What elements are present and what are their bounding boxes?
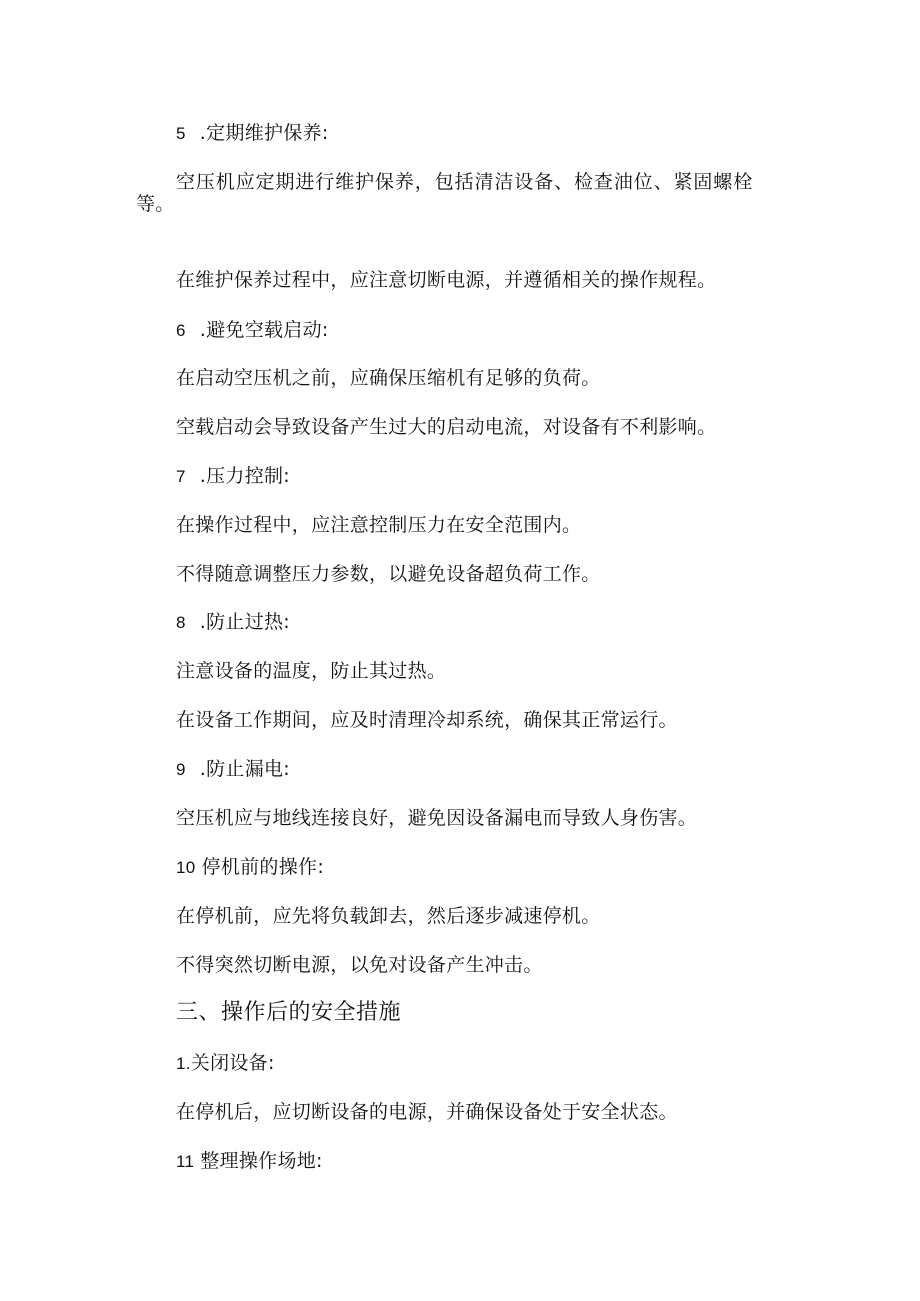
item-1-heading xyxy=(176,1051,275,1076)
paragraph-line: 等。 xyxy=(136,193,175,215)
item-title: .压力控制: xyxy=(199,465,291,487)
item-title: .防止漏电: xyxy=(199,758,291,780)
item-number: 8 xyxy=(176,613,186,632)
paragraph-line: 空压机应与地线连接良好，避免因设备漏电而导致人身伤害。 xyxy=(176,807,698,829)
paragraph-line: 注意设备的温度，防止其过热。 xyxy=(176,660,447,682)
paragraph-line: 在启动空压机之前，应确保压缩机有足够的负荷。 xyxy=(176,367,601,389)
item-number: 10 xyxy=(176,858,196,877)
item-title: 停机前的操作: xyxy=(201,856,325,878)
paragraph-line: 在停机前，应先将负载卸去，然后逐步减速停机。 xyxy=(176,905,601,927)
item-number: 1. xyxy=(176,1054,191,1073)
item-10-heading xyxy=(176,855,324,880)
item-6-heading xyxy=(176,318,329,343)
item-number: 5 xyxy=(176,124,186,143)
paragraph-line: 在操作过程中，应注意控制压力在安全范围内。 xyxy=(176,514,582,536)
item-8-heading xyxy=(176,610,290,635)
paragraph-line: 不得突然切断电源，以免对设备产生冲击。 xyxy=(176,954,543,976)
item-title: .定期维护保养: xyxy=(199,122,329,144)
item-number: 11 xyxy=(176,1152,195,1171)
section-heading: 三、操作后的安全措施 xyxy=(176,1000,402,1025)
item-7-heading xyxy=(176,464,290,489)
item-title: .避免空载启动: xyxy=(199,319,329,341)
item-title: 整理操作场地: xyxy=(200,1150,323,1172)
item-number: 6 xyxy=(176,321,186,340)
paragraph-line: 空压机应定期进行维护保养，包括清洁设备、检查油位、紧固螺栓 xyxy=(176,171,754,193)
item-number: 9 xyxy=(176,760,186,779)
item-5-heading xyxy=(176,121,329,146)
item-title: .防止过热: xyxy=(199,611,291,633)
item-11-heading xyxy=(176,1149,323,1174)
paragraph-line: 在维护保养过程中，应注意切断电源，并遵循相关的操作规程。 xyxy=(176,269,717,291)
paragraph-line: 在停机后，应切断设备的电源，并确保设备处于安全状态。 xyxy=(176,1101,678,1123)
paragraph-line: 在设备工作期间，应及时清理冷却系统，确保其正常运行。 xyxy=(176,709,678,731)
paragraph-line: 空载启动会导致设备产生过大的启动电流，对设备有不利影响。 xyxy=(176,416,717,438)
item-number: 7 xyxy=(176,467,186,486)
paragraph-line: 不得随意调整压力参数，以避免设备超负荷工作。 xyxy=(176,563,601,585)
item-title: 关闭设备: xyxy=(190,1052,275,1074)
item-9-heading xyxy=(176,757,290,782)
